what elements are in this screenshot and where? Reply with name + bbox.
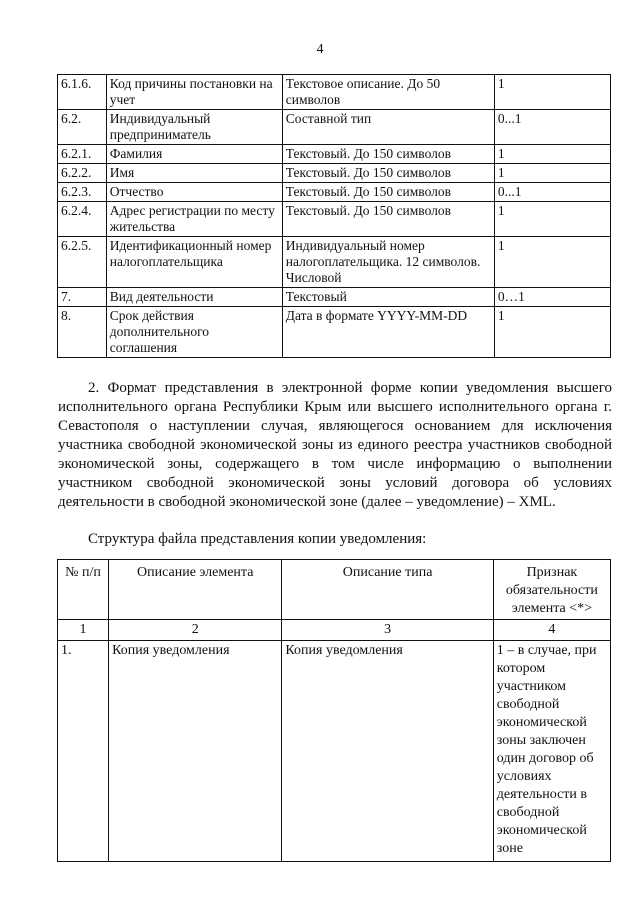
type-description: Индивидуальный номер налогоплательщика. 12 символов. Числовой xyxy=(282,237,494,288)
row-number: 6.2.1. xyxy=(58,145,107,164)
table-row xyxy=(58,183,611,202)
row-number: 1. xyxy=(58,641,109,862)
type-description: Текстовый. До 150 символов xyxy=(282,202,494,237)
table-row xyxy=(58,75,611,110)
row-number: 6.1.6. xyxy=(58,75,107,110)
requirement: 1 xyxy=(494,237,610,288)
requirement: 0...1 xyxy=(494,183,610,202)
requirement: 1 xyxy=(494,202,610,237)
table-row xyxy=(58,641,611,862)
table-row xyxy=(58,164,611,183)
element-description: Вид деятельности xyxy=(106,288,282,307)
element-description: Код причины постановки на учет xyxy=(106,75,282,110)
row-number: 7. xyxy=(58,288,107,307)
element-description: Идентификационный номер налогоплательщика xyxy=(106,237,282,288)
table-row xyxy=(58,110,611,145)
requirement: 1 xyxy=(494,145,610,164)
column-number: 1 xyxy=(58,620,109,641)
table-notification-structure xyxy=(57,559,611,862)
paragraph-file-structure: Структура файла представления копии уведомления: xyxy=(88,531,427,547)
type-description: Текстовый. До 150 символов xyxy=(282,145,494,164)
page-number: 4 xyxy=(316,42,324,57)
element-description: Имя xyxy=(106,164,282,183)
requirement: 0...1 xyxy=(494,110,610,145)
element-description: Отчество xyxy=(106,183,282,202)
header-number: № п/п xyxy=(58,560,109,620)
requirement: 1 xyxy=(494,75,610,110)
table-row xyxy=(58,237,611,288)
row-number: 6.2.3. xyxy=(58,183,107,202)
row-number: 6.2.5. xyxy=(58,237,107,288)
header-type: Описание типа xyxy=(282,560,493,620)
type-description: Копия уведомления xyxy=(282,641,493,862)
requirement: 0…1 xyxy=(494,288,610,307)
row-number: 6.2. xyxy=(58,110,107,145)
type-description: Составной тип xyxy=(282,110,494,145)
column-number: 4 xyxy=(493,620,610,641)
type-description: Текстовый. До 150 символов xyxy=(282,183,494,202)
requirement: 1 – в случае, при котором участником свободной экономической зоны заключен один договор об условиях деятельности в свободной экономической зоне xyxy=(493,641,610,862)
requirement: 1 xyxy=(494,307,610,358)
column-number: 3 xyxy=(282,620,493,641)
column-number: 2 xyxy=(109,620,282,641)
row-number: 8. xyxy=(58,307,107,358)
type-description: Дата в формате YYYY-MM-DD xyxy=(282,307,494,358)
type-description: Текстовый xyxy=(282,288,494,307)
element-description: Индивидуальный предприниматель xyxy=(106,110,282,145)
element-description: Копия уведомления xyxy=(109,641,282,862)
header-requirement: Признак обязательности элемента <*> xyxy=(493,560,610,620)
type-description: Текстовый. До 150 символов xyxy=(282,164,494,183)
row-number: 6.2.2. xyxy=(58,164,107,183)
requirement: 1 xyxy=(494,164,610,183)
element-description: Срок действия дополнительного соглашения xyxy=(106,307,282,358)
element-description: Фамилия xyxy=(106,145,282,164)
type-description: Текстовое описание. До 50 символов xyxy=(282,75,494,110)
row-number: 6.2.4. xyxy=(58,202,107,237)
table-row xyxy=(58,288,611,307)
table-header-row xyxy=(58,560,611,620)
element-description: Адрес регистрации по месту жительства xyxy=(106,202,282,237)
column-numbers-row xyxy=(58,620,611,641)
table-row xyxy=(58,202,611,237)
paragraph-format-notification: 2. Формат представления в электронной форме копии уведомления высшего исполнительного органа Республики Крым или высшего исполнительного органа г. Севастополя о наступлении случая, являющегося основанием для исключения участника свободной экономической зоны из единого реестра участников свободной экономической зоны, содержащего в том числе информацию о выполнении участником свободной экономической зоны условий договора об условиях деятельности в свободной экономической зоне (далее – уведомление) – XML. xyxy=(58,380,612,510)
table-row xyxy=(58,145,611,164)
table-row xyxy=(58,307,611,358)
table-fields-continued xyxy=(57,74,611,358)
header-element: Описание элемента xyxy=(109,560,282,620)
